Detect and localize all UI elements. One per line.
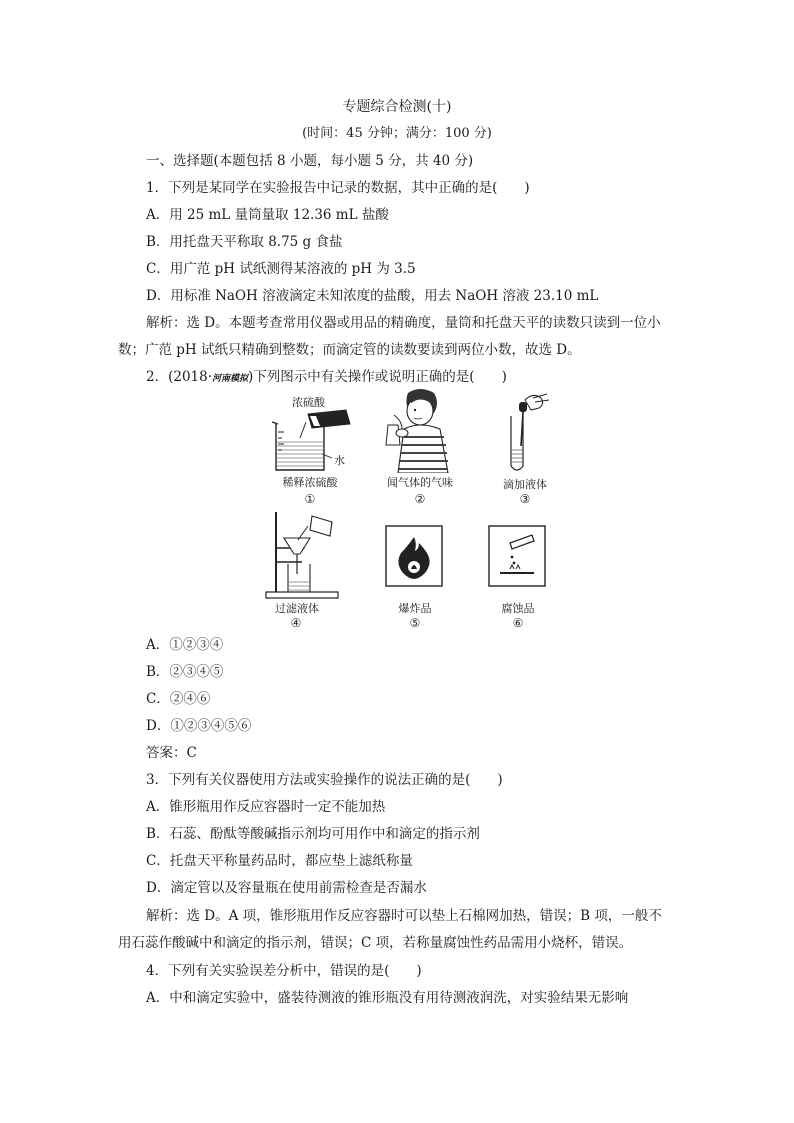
label-conc-acid: 浓硫酸 <box>292 396 325 409</box>
q3-option-b: B．石蕊、酚酞等酸碱指示剂均可用作中和滴定的指示剂 <box>146 826 480 842</box>
explosive-sign-figure <box>385 525 443 587</box>
caption-smell-gas: 闻气体的气味 <box>387 476 453 489</box>
caption-explosive: 爆炸品 <box>398 602 432 615</box>
q1-explanation-line2: 数；广范 pH 试纸只精确到整数；而滴定管的读数要读到两位小数，故选 D。 <box>118 342 581 358</box>
figure-number-1: ① <box>304 492 316 506</box>
q1-explanation-line1: 解析：选 D。本题考查常用仪器或用品的精确度，量筒和托盘天平的读数只读到一位小 <box>146 315 661 331</box>
page-title: 专题综合检测(十) <box>342 99 452 115</box>
caption-dilute-acid: 稀释浓硫酸 <box>282 476 338 489</box>
q1-option-d: D．用标准 NaOH 溶液滴定未知浓度的盐酸，用去 NaOH 溶液 23.10 mL <box>146 288 599 304</box>
q1-option-a: A．用 25 mL 量筒量取 12.36 mL 盐酸 <box>146 207 389 223</box>
figure-number-6: ⑥ <box>512 616 524 630</box>
figure-number-5: ⑤ <box>409 616 421 630</box>
page-subtitle: (时间：45 分钟；满分：100 分) <box>302 126 492 141</box>
dropper-figure <box>495 390 555 474</box>
corrosive-sign-figure <box>488 525 546 587</box>
q4-option-a: A．中和滴定实验中，盛装待测液的锥形瓶没有用待测液润洗，对实验结果无影响 <box>146 990 629 1006</box>
q4-stem: 4．下列有关实验误差分析中，错误的是( ) <box>146 963 422 979</box>
label-water: 水 <box>334 454 345 467</box>
q2-stem-prefix: 2．(2018· <box>146 369 213 385</box>
q3-option-a: A．锥形瓶用作反应容器时一定不能加热 <box>146 799 386 815</box>
caption-add-liquid: 滴加液体 <box>503 478 547 491</box>
filtration-figure <box>262 508 342 600</box>
q3-stem: 3．下列有关仪器使用方法或实验操作的说法正确的是( ) <box>146 772 503 788</box>
q3-explanation-line2: 用石蕊作酸碱中和滴定的指示剂，错误；C 项，若称量腐蚀性药品需用小烧杯，错误。 <box>118 935 633 951</box>
q2-source: 河南模拟 <box>212 374 249 384</box>
caption-filtration: 过滤液体 <box>275 602 319 615</box>
figure-number-4: ④ <box>290 616 302 630</box>
figure-number-3: ③ <box>519 492 531 506</box>
section-heading: 一、选择题(本题包括 8 小题，每小题 5 分，共 40 分) <box>146 153 474 169</box>
q3-option-d: D．滴定管以及容量瓶在使用前需检查是否漏水 <box>146 880 427 896</box>
q2-option-a: A．①②③④ <box>146 637 224 653</box>
q3-option-c: C．托盘天平称量药品时，都应垫上滤纸称量 <box>146 853 413 869</box>
q3-explanation-line1: 解析：选 D。A 项，锥形瓶用作反应容器时可以垫上石棉网加热，错误；B 项，一般不 <box>146 908 662 924</box>
figure-number-2: ② <box>414 492 426 506</box>
q2-answer: 答案：C <box>146 745 197 761</box>
q1-option-c: C．用广范 pH 试纸测得某溶液的 pH 为 3.5 <box>146 261 416 277</box>
smelling-gas-figure <box>380 385 460 473</box>
q2-option-c: C．②④⑥ <box>146 691 211 707</box>
q2-option-b: B．②③④⑤ <box>146 664 224 680</box>
q1-stem: 1．下列是某同学在实验报告中记录的数据，其中正确的是( ) <box>146 180 530 196</box>
q1-option-b: B．用托盘天平称取 8.75 g 食盐 <box>146 234 343 250</box>
caption-corrosive: 腐蚀品 <box>501 602 535 615</box>
q2-option-d: D．①②③④⑤⑥ <box>146 718 252 734</box>
q2-stem-suffix: )下列图示中有关操作或说明正确的是( ) <box>248 369 507 385</box>
